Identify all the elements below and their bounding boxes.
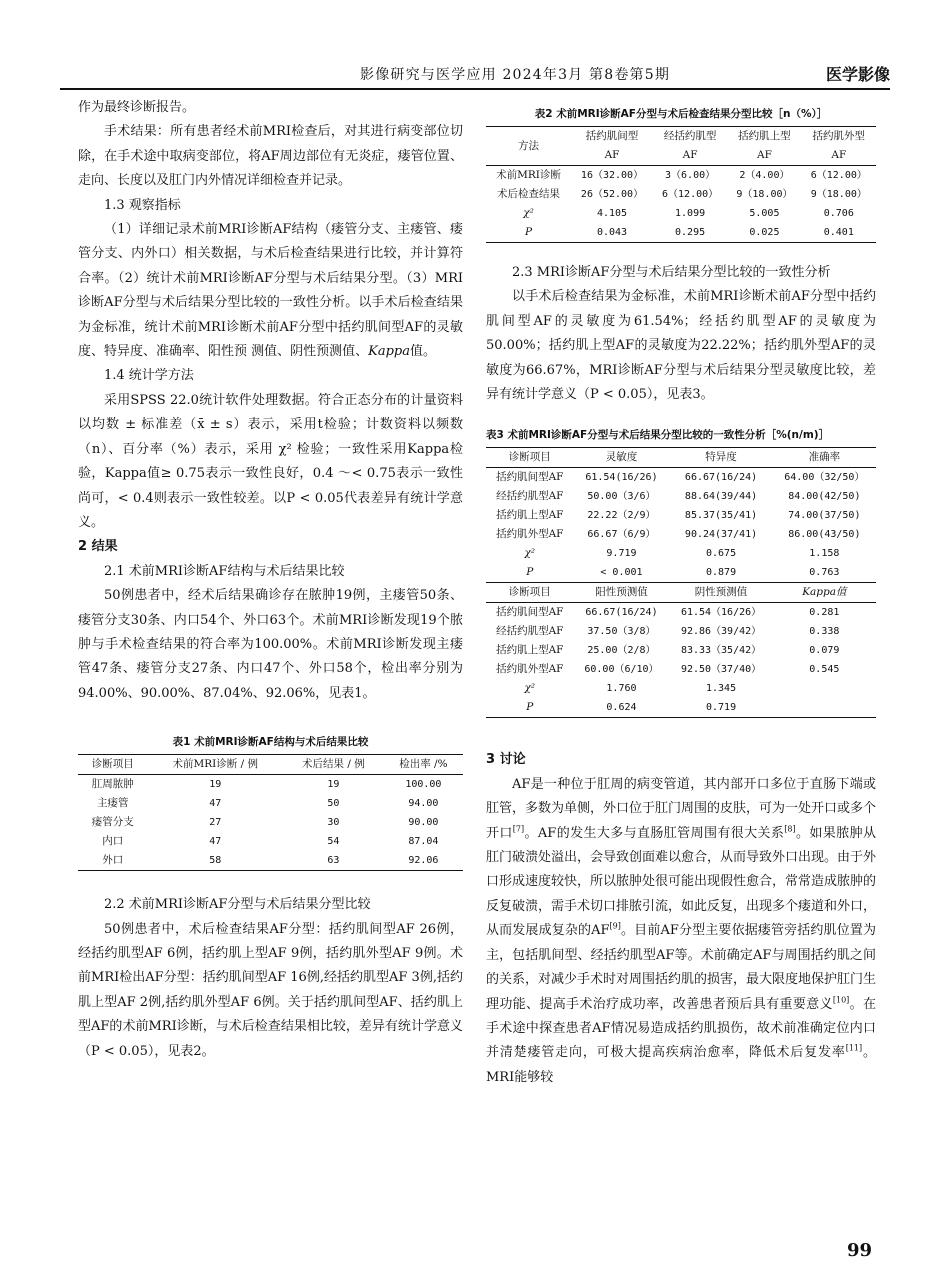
table-row	[486, 185, 876, 204]
running-header	[60, 62, 890, 90]
paragraph: 手术结果：所有患者经术前MRI检查后，对其进行病变部位切除，在手术途中取病变部位，将AF周边部位有无炎症，瘘管位置、走向、长度以及肛门内外情况详细检查并记录。	[78, 124, 463, 189]
table-row	[486, 487, 876, 506]
table-header: 诊断项目	[508, 451, 551, 464]
table-row	[78, 832, 463, 851]
table-row	[486, 506, 876, 525]
table-header: 术后结果 / 例	[302, 758, 365, 771]
citation: [8]	[784, 824, 796, 834]
table-cell: 64.00（32/50）	[784, 472, 865, 484]
heading: 2 结果	[78, 539, 118, 555]
table-header-row	[486, 583, 876, 603]
table-cell: 主瘘管	[97, 797, 129, 810]
paragraph: 以手术后检查结果为金标准，术前MRI诊断术前AF分型中括约肌间型AF的灵敏度为61.54%；经括约肌型AF的灵敏度为50.00%；括约肌上型AF的灵敏度为22.22%；括约肌外型AF的灵敏度为66.67%，MRI诊断AF分型与术后结果分型灵敏度比较，差异有统计学意义（P < 0.05），见表3。	[486, 289, 876, 403]
table-cell: 86.00(43/50)	[788, 529, 861, 541]
table-header: 阳性预测值	[595, 586, 648, 599]
table-cell	[773, 679, 876, 698]
table-header: 诊断项目	[508, 586, 551, 599]
paragraph: （1）详细记录术前MRI诊断AF结构（瘘管分支、主瘘管、瘘管分支、内外口）相关数据，与术后检查结果进行比较，并计算符合率。（2）统计术前MRI诊断AF分型与术后结果分型。（3）MRI诊断AF分型与术后结果分型比较的一致性分析。以手术后检查结果为金标准，统计术前MRI诊断术前AF分型中括约肌间型AF的灵敏度、特异度、准确率、阳性预 测值、阴性预测值、Kappa值。	[78, 222, 463, 360]
table-header: 括约肌间型	[585, 130, 639, 142]
table-row	[486, 641, 876, 660]
table-cell: 61.54(16/26)	[585, 472, 658, 484]
table2-caption: 表2 术前MRI诊断AF分型与术后检查结果分型比较［n（%）］	[534, 108, 828, 120]
table-row	[78, 851, 463, 871]
table-cell: 1.158	[809, 548, 840, 560]
table-cell: 1.099	[675, 208, 706, 219]
table-cell: 1.345	[705, 683, 737, 695]
table1-caption: 表1 术前MRI诊断AF结构与术后结果比较	[172, 736, 369, 749]
table-cell: 63	[327, 855, 340, 867]
table-cell: 0.281	[809, 607, 840, 619]
subheading: 1.4 统计学方法	[104, 368, 194, 384]
table-cell: 22.22（2/9）	[587, 510, 656, 522]
table-cell: 5.005	[749, 208, 780, 219]
table-header-row	[78, 755, 463, 775]
table-cell: 16（32.00）	[580, 170, 644, 181]
table-header: AF	[756, 149, 772, 161]
table-cell: 66.67（6/9）	[587, 529, 656, 541]
table-cell: 4.105	[596, 208, 628, 219]
table-header: 经括约肌型	[663, 130, 717, 142]
table-cell: 0.079	[809, 645, 840, 657]
table-header: 术前MRI诊断 / 例	[172, 758, 258, 771]
table-cell: P	[525, 226, 533, 238]
table-cell: χ²	[523, 207, 534, 219]
table-row	[486, 223, 876, 243]
table-header: 方法	[486, 127, 571, 166]
table-cell: 50.00（3/6）	[587, 491, 656, 503]
table-cell: 3（6.00）	[665, 170, 716, 181]
table-cell: < 0.001	[600, 567, 643, 579]
table-row	[486, 660, 876, 679]
table-cell: 肛周脓肿	[91, 778, 134, 791]
paragraph: 50例患者中，术后检查结果AF分型：括约肌间型AF 26例，经括约肌型AF 6例，括约肌上型AF 9例，括约肌外型AF 9例。术前MRI检出AF分型：括约肌间型AF 16例,经括约肌型AF 3例,括约肌上型AF 2例,括约肌外型AF 6例。关于括约肌间型AF、括约肌上型AF的术前MRI诊断，与术后检查结果相比较，差异有统计学意义（P < 0.05），见表2。	[78, 921, 463, 1059]
table-cell: 90.24(37/41)	[684, 529, 758, 541]
table-cell: 61.54（16/26）	[680, 607, 762, 619]
table-cell: 经括约肌型AF	[496, 625, 564, 638]
table-cell: 66.67(16/24)	[585, 607, 658, 619]
table-cell: 括约肌外型AF	[496, 663, 564, 676]
table-cell: 括约肌间型AF	[496, 471, 564, 484]
table-row	[78, 775, 463, 795]
paragraph: 采用SPSS 22.0统计软件处理数据。符合正态分布的计量资料以均数 ± 标准差（x̄ ± s）表示，采用t检验；计数资料以频数（n）、百分率（%）表示，采用 χ² 检验；一致性采用Kappa检验，Kappa值≥ 0.75表示一致性良好，0.4 ～< 0.75表示一致性尚可，< 0.4则表示一致性较差。以P < 0.05代表差异有统计学意义。	[78, 392, 463, 530]
table-cell: 0.624	[606, 702, 637, 714]
table1	[78, 754, 463, 871]
table-header-row	[486, 448, 876, 468]
section-title: 医学影像	[825, 65, 890, 84]
paragraph: 作为最终诊断报告。	[78, 100, 196, 115]
table-cell: 6（12.00）	[810, 170, 867, 181]
table-cell: 58	[209, 855, 222, 867]
table-cell: 0.295	[675, 227, 706, 238]
table-row	[486, 204, 876, 223]
table-cell: 50	[327, 798, 340, 810]
table-header: Kappa值	[802, 586, 847, 599]
right-column	[486, 96, 876, 1090]
table-cell: 27	[209, 817, 222, 829]
citation: [11]	[845, 1043, 863, 1053]
table-header: AF	[831, 149, 847, 161]
table-cell: 83.33（35/42）	[680, 645, 762, 657]
table-header: AF	[604, 149, 620, 161]
table-cell: 84.00(42/50)	[788, 491, 861, 503]
table-header: 灵敏度	[605, 451, 638, 464]
table-cell: 1.760	[606, 683, 637, 695]
table-cell: 0.879	[705, 567, 737, 579]
journal-title: 影像研究与医学应用 2024年3月 第8卷第5期	[360, 67, 671, 83]
table-header: 阴性预测值	[694, 586, 748, 599]
table3-caption: 表3 术前MRI诊断AF分型与术后结果分型比较的一致性分析［%(n/m)］	[486, 429, 830, 442]
citation: [9]	[609, 921, 621, 931]
table-cell: 100.00	[405, 779, 442, 791]
subheading: 1.3 观察指标	[104, 197, 181, 213]
paragraph: AF是一种位于肛周的病变管道，其内部开口多位于直肠下端或肛管，多数为单侧，外口位于肛门周围的皮肤，可为一处开口或多个开口[7]。AF的发生大多与直肠肛管周围有很大关系[8]。如果脓肿从肛门破溃处溢出，会导致创面难以愈合，从而导致外口出现。由于外口形成速度较快，所以脓肿处很可能出现假性愈合，常常造成脓肿的反复破溃，需手术切口排脓引流，如此反复，出现多个瘘道和外口，从而发展成复杂的AF[9]。目前AF分型主要依据瘘管旁括约肌位置为主，包括肌间型、经括约肌型AF等。术前确定AF与周围括约肌之间的关系，对减少手术时对周围括约肌的损害，最大限度地保护肛门生理功能、提高手术治疗成功率，改善患者预后具有重要意义[10]。在手术途中探查患者AF情况易造成括约肌损伤，故术前准确定位内口并清楚瘘管走向，可极大提高疾病治愈率，降低术后复发率[11]。MRI能够较	[486, 776, 877, 1085]
table-cell: 90.00	[408, 817, 439, 829]
table-cell: 30	[327, 817, 340, 829]
subheading: 2.3 MRI诊断AF分型与术后结果分型比较的一致性分析	[512, 265, 831, 280]
table-cell: 25.00（2/8）	[587, 645, 656, 657]
table3	[486, 447, 876, 718]
citation: [7]	[512, 824, 525, 834]
table-cell: 2（4.00）	[739, 170, 790, 181]
table-cell: 括约肌外型AF	[496, 528, 564, 541]
table-header: AF	[682, 149, 698, 161]
table2	[486, 126, 876, 243]
table-header: 诊断项目	[91, 758, 134, 771]
subheading: 2.2 术前MRI诊断AF分型与术后结果分型比较	[104, 897, 371, 913]
table-header: 准确率	[808, 451, 841, 464]
table-cell: 88.64(39/44)	[684, 491, 758, 503]
subheading: 2.1 术前MRI诊断AF结构与术后结果比较	[104, 563, 345, 579]
table-cell: 括约肌间型AF	[496, 606, 564, 619]
table-row	[78, 813, 463, 832]
table-row	[486, 166, 876, 186]
table-cell: 9.719	[606, 548, 637, 560]
table-cell: P	[526, 566, 534, 579]
table-cell: 19	[209, 779, 222, 791]
table-header-row	[486, 127, 876, 147]
table-cell: 92.86（39/42）	[680, 626, 762, 638]
table-row	[486, 525, 876, 544]
table-cell: 66.67(16/24)	[684, 472, 758, 484]
table-cell: 内口	[102, 835, 124, 848]
table-cell: 47	[209, 836, 222, 848]
table-cell: 瘘管分支	[91, 816, 134, 829]
table-cell: 0.719	[705, 702, 737, 714]
page-number: 99	[846, 1240, 872, 1261]
table-row	[486, 544, 876, 563]
table-header: 括约肌外型	[812, 130, 866, 142]
table-cell: 外口	[102, 854, 124, 867]
table-header: 括约肌上型	[738, 130, 791, 142]
table-cell	[773, 698, 876, 718]
table-cell: 26（52.00）	[580, 189, 644, 200]
table-cell: 92.50（37/40）	[680, 664, 762, 676]
table-cell: 37.50（3/8）	[587, 626, 656, 638]
table-cell: 94.00	[408, 798, 439, 810]
table-cell: 85.37(35/41)	[684, 510, 758, 522]
table-cell: 0.401	[823, 227, 854, 238]
table-row	[486, 563, 876, 583]
citation: [10]	[832, 995, 850, 1005]
table-cell: 术前MRI诊断	[496, 169, 561, 181]
table-cell: 括约肌上型AF	[496, 509, 564, 522]
table-row	[486, 468, 876, 488]
table-cell: 54	[327, 836, 340, 848]
table-row	[486, 603, 876, 623]
table-cell: 0.025	[749, 227, 780, 238]
table-cell: P	[526, 701, 534, 714]
table-row	[486, 698, 876, 718]
table-cell: 74.00(37/50)	[788, 510, 861, 522]
table-cell: 0.763	[809, 567, 840, 579]
heading: 3 讨论	[486, 752, 526, 768]
table-cell: 9（18.00）	[736, 189, 793, 200]
table-cell: χ²	[524, 547, 536, 560]
table-cell: 0.706	[823, 208, 854, 219]
table-header: 特异度	[705, 451, 737, 464]
table-cell: 术后检查结果	[497, 188, 561, 200]
table-cell: 47	[209, 798, 222, 810]
table-cell: 60.00（6/10）	[584, 664, 659, 676]
table-cell: 0.338	[809, 626, 840, 638]
table-row	[78, 794, 463, 813]
table-row	[486, 679, 876, 698]
table-cell: 0.043	[596, 227, 628, 238]
table-cell: 经括约肌型AF	[496, 490, 564, 503]
table-cell: 19	[327, 779, 340, 791]
table-header: 检出率 /%	[399, 758, 448, 771]
table-cell: 括约肌上型AF	[496, 644, 564, 657]
table-cell: 6（12.00）	[662, 189, 719, 200]
table-cell: χ²	[524, 682, 536, 695]
table-cell: 0.545	[809, 664, 840, 676]
table-row	[486, 622, 876, 641]
table-cell: 0.675	[705, 548, 737, 560]
paragraph: 50例患者中，经术后结果确诊存在脓肿19例，主瘘管50条、瘘管分支30条、内口54个、外口63个。术前MRI诊断发现19个脓肿与手术检查结果的符合率为100.00%。术前MRI诊断发现主瘘管47条、瘘管分支27条、内口47个、外口58个，检出率分别为94.00%、90.00%、87.04%、92.06%，见表1。	[78, 588, 463, 701]
table-cell: 9（18.00）	[810, 189, 867, 200]
table-cell: 87.04	[408, 836, 439, 848]
table-cell: 92.06	[408, 855, 439, 867]
left-column	[78, 96, 463, 1064]
